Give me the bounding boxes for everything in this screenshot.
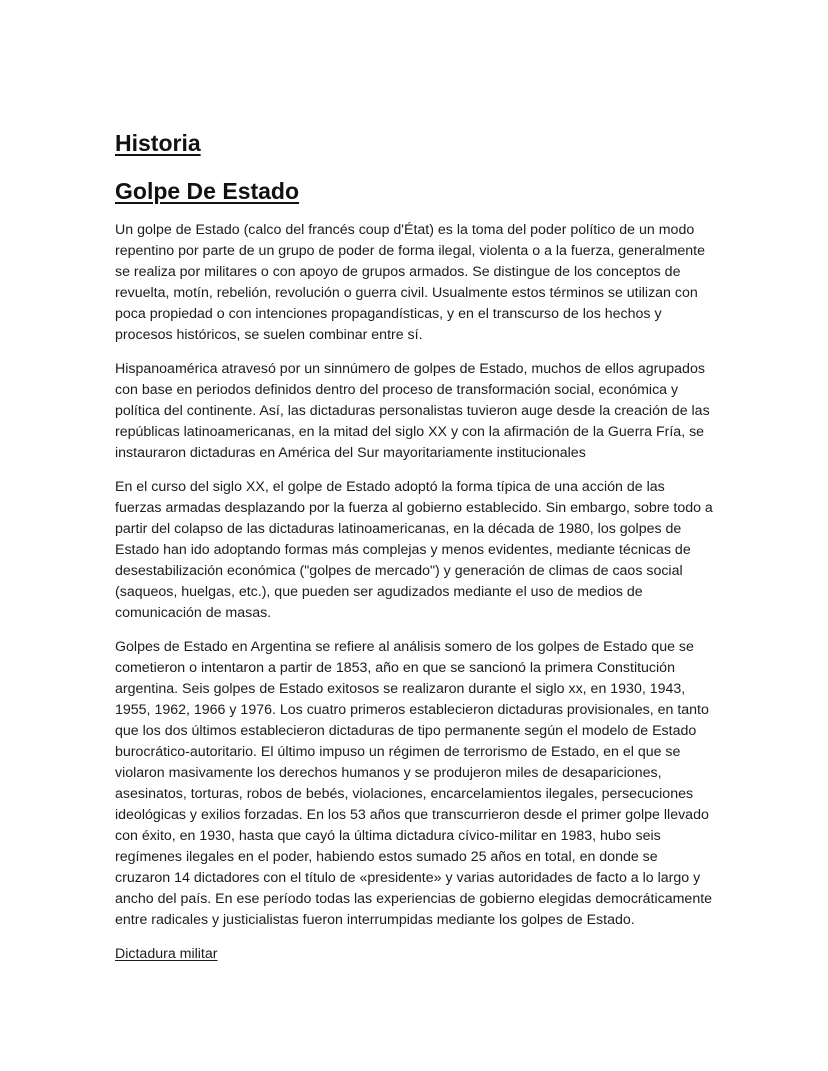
paragraph-siglo-xx: En el curso del siglo XX, el golpe de Estado adoptó la forma típica de una acción de las fuerzas armadas desplazando por la fuerza al gobierno establecido. Sin embargo, sobre todo a partir del colapso de las dictaduras latinoamericanas, en la década de 1980, los golpes de Estado han ido adoptando formas más complejas y menos evidentes, mediante técnicas de desestabilización económica ("golpes de mercado") y generación de climas de caos social (saqueos, huelgas, etc.), que pueden ser agudizados mediante el uso de medios de comunicación de masas.: [115, 479, 713, 621]
heading-golpe-de-estado: Golpe De Estado: [115, 178, 300, 204]
dictadura-militar-link[interactable]: Dictadura militar: [115, 946, 218, 962]
paragraph-definition: Un golpe de Estado (calco del francés coup d'État) es la toma del poder político de un modo repentino por parte de un grupo de poder de forma ilegal, violenta o a la fuerza, generalmente se realiza por militares o con apoyo de grupos armados. Se distingue de los conceptos de revuelta, motín, rebelión, revolución o guerra civil. Usualmente estos términos se utilizan con poca propiedad o con intenciones propagandísticas, y en el transcurso de los hechos y procesos históricos, se suelen combinar entre sí.: [115, 222, 705, 343]
document-page: [115, 128, 715, 965]
paragraph-hispanoamerica: Hispanoamérica atravesó por un sinnúmero de golpes de Estado, muchos de ellos agrupados con base en periodos definidos dentro del proceso de transformación social, económica y política del continente. Así, las dictaduras personalistas tuvieron auge desde la creación de las repúblicas latinoamericanas, en la mitad del siglo XX y con la afirmación de la Guerra Fría, se instauraron dictaduras en América del Sur mayoritariamente institucionales: [115, 361, 710, 461]
paragraph-argentina: Golpes de Estado en Argentina se refiere al análisis somero de los golpes de Estado que se cometieron o intentaron a partir de 1853, año en que se sancionó la primera Constitución argentina. Seis golpes de Estado exitosos se realizaron durante el siglo xx, en 1930, 1943, 1955, 1962, 1966 y 1976. Los cuatro primeros establecieron dictaduras provisionales, en tanto que los dos últimos establecieron dictaduras de tipo permanente según el modelo de Estado burocrático-autoritario. El último impuso un régimen de terrorismo de Estado, en el que se violaron masivamente los derechos humanos y se produjeron miles de desapariciones, asesinatos, torturas, robos de bebés, violaciones, encarcelamientos ilegales, persecuciones ideológicas y exilios forzadas. En los 53 años que transcurrieron desde el primer golpe llevado con éxito, en 1930, hasta que cayó la última dictadura cívico-militar en 1983, hubo seis regímenes ilegales en el poder, habiendo estos sumado 25 años en total, en donde se cruzaron 14 dictadores con el título de «presidente» y varias autoridades de facto a lo largo y ancho del país. En ese período todas las experiencias de gobierno elegidas democráticamente entre radicales y justicialistas fueron interrumpidas mediante los golpes de Estado.: [115, 639, 713, 928]
heading-historia: Historia: [115, 130, 201, 156]
